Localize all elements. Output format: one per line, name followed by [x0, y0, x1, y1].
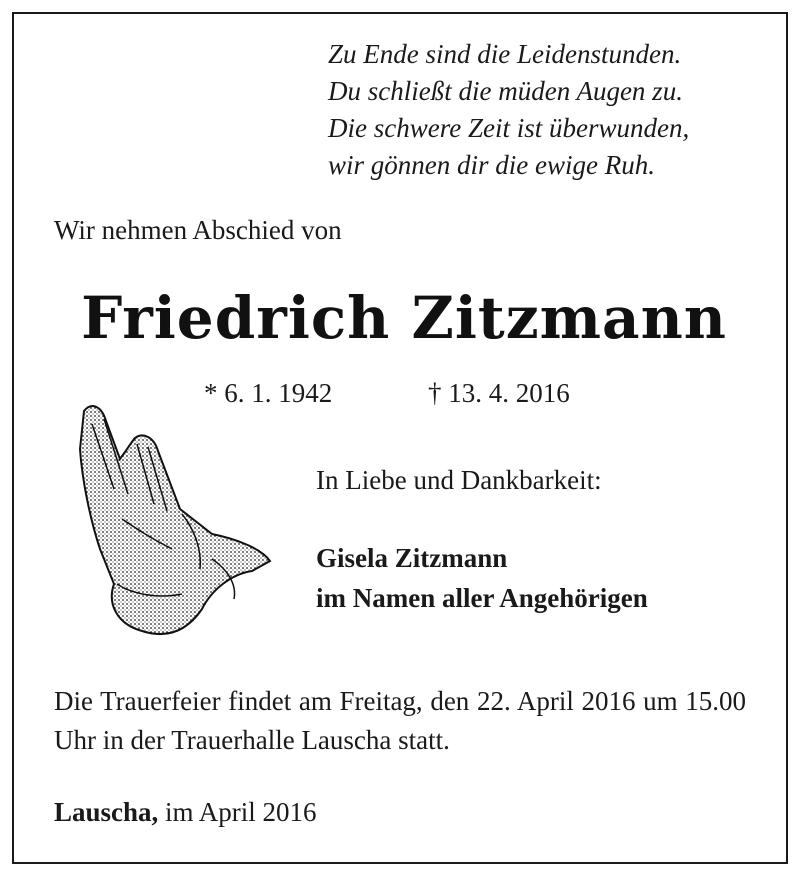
- praying-hands-icon: [62, 399, 282, 649]
- closing-line: [54, 797, 317, 828]
- closing-date: im April 2016: [165, 797, 317, 827]
- poem-line: Du schließt die müden Augen zu.: [328, 76, 683, 106]
- poem-line: wir gönnen dir die ewige Ruh.: [328, 150, 655, 180]
- signatory-name: Gisela Zitzmann: [316, 543, 508, 573]
- death-date: † 13. 4. 2016: [428, 378, 570, 408]
- signatories: [316, 538, 648, 618]
- poem-line: Die schwere Zeit ist überwunden,: [328, 113, 690, 143]
- birth-date: * 6. 1. 1942: [204, 378, 333, 408]
- signatory-family: im Namen aller Angehörigen: [316, 583, 648, 613]
- poem: [328, 36, 768, 184]
- ceremony-announcement: Die Trauerfeier findet am Freitag, den 22. April 2016 um 15.00 Uhr in der Trauerhalle Lauscha statt.: [54, 686, 746, 755]
- farewell-intro: Wir nehmen Abschied von: [54, 215, 342, 245]
- deceased-name: Friedrich Zitzmann: [81, 284, 727, 352]
- obituary-frame: [12, 12, 788, 864]
- poem-line: Zu Ende sind die Leidenstunden.: [328, 39, 682, 69]
- thanks-heading: In Liebe und Dankbarkeit:: [316, 465, 602, 495]
- closing-place: Lauscha,: [54, 797, 159, 827]
